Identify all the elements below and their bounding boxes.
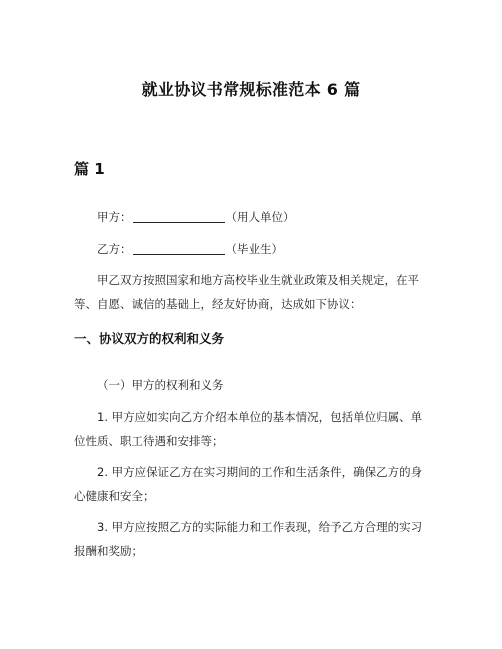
party-a-line (74, 205, 430, 229)
party-a-blank (133, 210, 225, 223)
clause-3: 3. 甲方应按照乙方的实际能力和工作表现，给予乙方合理的实习报酬和奖励； (74, 520, 423, 558)
clause-1: 1. 甲方应如实向乙方介绍本单位的基本情况，包括单位归属、单位性质、职工待遇和安排等； (74, 410, 423, 448)
party-b-blank (133, 242, 225, 255)
party-b-suffix: （毕业生） (225, 242, 283, 256)
section-heading: 篇 1 (74, 160, 105, 178)
preamble-paragraph: 甲乙双方按照国家和地方高校毕业生就业政策及相关规定，在平等、自愿、诚信的基础上，经友好协商，达成如下协议： (74, 273, 419, 311)
party-a-suffix: （用人单位） (225, 210, 295, 224)
party-a-prefix: 甲方： (97, 210, 132, 224)
document-title: 就业协议书常规标准范本 6 篇 (141, 80, 361, 99)
clause-2: 2. 甲方应保证乙方在实习期间的工作和生活条件，确保乙方的身心健康和安全； (74, 465, 423, 503)
subsection-heading: （一）甲方的权利和义务 (97, 378, 224, 392)
party-b-line (74, 237, 430, 261)
chapter-heading: 一、协议双方的权利和义务 (74, 331, 225, 346)
party-b-prefix: 乙方： (97, 242, 132, 256)
